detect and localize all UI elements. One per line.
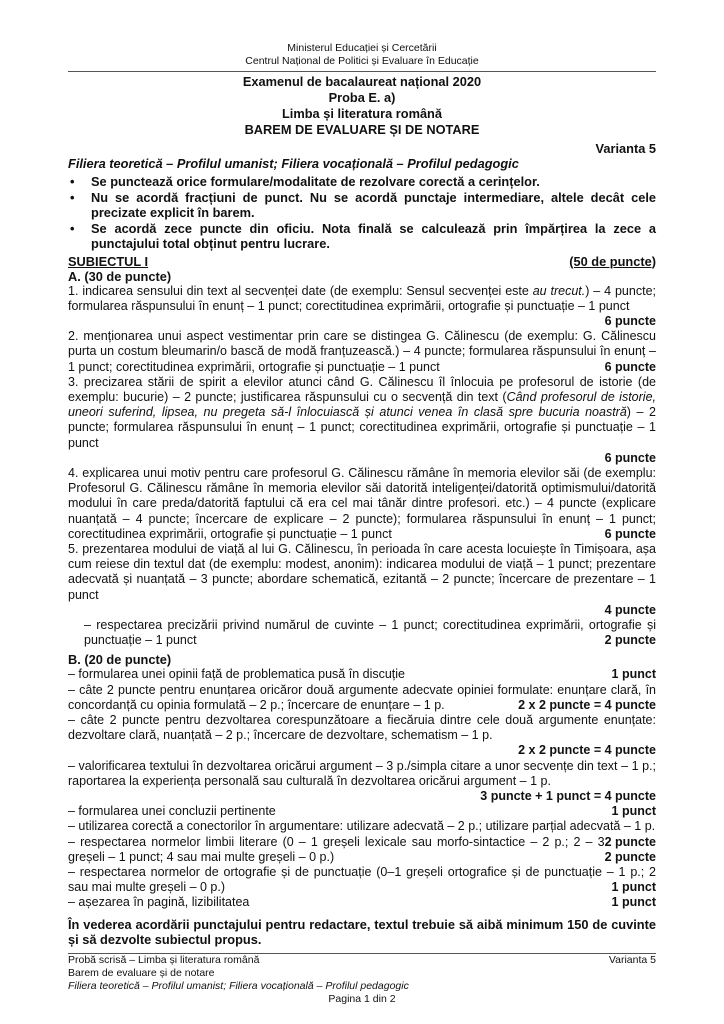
bullet-icon: • [70,220,75,236]
criterion-layout: – așezarea în pagină, lizibilitatea 1 punct [68,895,656,910]
footer-exam: Probă scrisă – Limba și literatura română [68,953,260,966]
subject-name: SUBIECTUL I [68,253,149,269]
header-divider [68,71,656,72]
page-number: Pagina 1 din 2 [328,992,396,1005]
ministry-header: Ministerul Educației și Cercetării [287,42,437,54]
criterion-text-use: – valorificarea textului în dezvoltarea oricărui argument – 3 p./simpla citare a unor secvențe din text – 1 p.; raportarea la experiența personală sau culturală în dezvoltarea oricărui argument – 1 p. [68,758,656,788]
rule-item: • Se punctează orice formulare/modalitate de rezolvare corectă a cerințelor. [70,174,540,189]
subject-title: Limba și literatura română [281,106,442,121]
center-header: Centrul Național de Politici și Evaluare în Educație [245,55,479,67]
item-1-points: 6 puncte [604,313,656,328]
section-a-title: A. (30 de puncte) [68,268,172,284]
criterion-text-use-points: 3 puncte + 1 punct = 4 puncte [480,789,656,803]
item-2: 2. menționarea unui aspect vestimentar prin care se distingea G. Călinescu (de exemplu: G. Călinescu purta un costum bleumarin/o bască de modă franțuzească.) – 4 puncte; formularea răspunsului în enunț – 1 punct; corectitudinea exprimării, ortografie și punctuație – 1 punct 6 puncte [68,329,656,374]
section-b-title: B. (20 de puncte) [68,652,172,668]
footer-variant: Varianta 5 [608,953,656,966]
proba-title: Proba E. a) [328,90,396,105]
rule-item: • Se acordă zece puncte din oficiu. Nota finală se calculează prin împărțirea la zece a punctajului total obținut pentru lucrare. [70,220,656,251]
rule-item: • Nu se acordă fracțiuni de punct. Nu se acordă punctaje intermediare, altele decât cele precizate explicit în barem. [70,189,656,220]
item-5b: – respectarea precizării privind numărul de cuvinte – 1 punct; corectitudinea exprimării, ortografie și punctuație – 1 punct 2 puncte [84,617,656,648]
criterion-arguments: – câte 2 puncte pentru enunțarea oricăror două argumente adecvate opiniei formulate: enunțare clară, în concordanță cu opinia formulată – 2 p.; încercare de enunțare – 1 p. 2 x 2 puncte = 4 puncte [68,682,656,712]
subject-points: (50 de puncte) [569,253,656,269]
document-page [68,0,656,1006]
subject-heading [68,254,656,269]
criterion-opinion: – formularea unei opinii față de problematica pusă în discuție 1 punct [68,667,656,682]
variant-label: Varianta 5 [595,141,656,156]
footer-filiera: Filiera teoretică – Profilul umanist; Filiera vocațională – Profilul pedagogic [68,979,409,992]
bullet-icon: • [70,174,75,189]
final-note: În vederea acordării punctajului pentru redactare, textul trebuie să aibă minimum 150 de cuvinte și să dezvolte subiectul propus. [68,916,656,948]
criterion-connectors: – utilizarea corectă a conectorilor în argumentare: utilizare adecvată – 2 p.; utilizare parțial adecvată – 1 p. 2 puncte [68,819,656,849]
criterion-orthography: – respectarea normelor de ortografie și de punctuație (0–1 greșeli ortografice și de punctuație – 1 p.; 2 sau mai multe greșeli – 0 p.) 1 punct [68,865,656,895]
criterion-language-norms: – respectarea normelor limbii literare (0 – 1 greșeli lexicale sau morfo-sintactice – 2 p.; 2 – 3 greșeli – 1 punct; 4 sau mai multe greșeli – 0 p.) 2 puncte [68,834,656,864]
footer-barem: Barem de evaluare și de notare [68,966,215,979]
bullet-icon: • [70,189,75,205]
filiera-line: Filiera teoretică – Profilul umanist; Filiera vocațională – Profilul pedagogic [68,156,519,171]
exam-title: Examenul de bacalaureat național 2020 [242,74,482,89]
item-4: 4. explicarea unui motiv pentru care profesorul G. Călinescu rămâne în memoria elevilor săi (de exemplu: Profesorul G. Călinescu rămâne în memoria elevilor săi datorită inteligenței/datorită optimismului/datorită modului în care preda/datorită faptului că era cel mai tânăr dintre profesori. etc.) – 4 puncte (explicare nuanțată – 4 puncte; încercare de explicare – 2 puncte); formularea răspunsului în enunț – 1 punct; corectitudinea exprimării, ortografie și punctuație – 1 punct 6 puncte [68,465,656,541]
criterion-conclusion: – formularea unei concluzii pertinente 1 punct [68,804,656,819]
general-rules [68,174,656,252]
criterion-development: – câte 2 puncte pentru dezvoltarea corespunzătoare a fiecăruia dintre cele două argumente enunțate: dezvoltare clară, nuanțată – 2 p.; încercare de dezvoltare, schematism – 1 p. [68,712,656,743]
item-5-points: 4 puncte [604,602,656,617]
item-5: 5. prezentarea modului de viață al lui G. Călinescu, în perioada în care acesta locuiește în Timișoara, așa cum reiese din textul dat (de exemplu: modest, anonim): indicarea modului de viață – 1 punct; prezentare adecvată și nuanțată – 3 puncte; abordare schematică, ezitantă – 2 puncte; încercare de prezentare – 1 punct [68,541,656,602]
criterion-development-points: 2 x 2 puncte = 4 puncte [518,743,656,758]
item-3: 3. precizarea stării de spirit a elevilor atunci când G. Călinescu îl înlocuia pe profesorul de istorie (de exemplu: bucurie) – 2 puncte; justificarea răspunsului cu o secvență din text (Când profesorul de istorie, uneori suferind, lipsea, nu pregeta să-l înlocuiască și atunci venea în clasă spre bucuria noastră) – 2 puncte; formularea răspunsului în enunț – 1 punct; corectitudinea exprimării, ortografie și punctuație – 1 punct [68,374,656,450]
barem-title: BAREM DE EVALUARE ȘI DE NOTARE [244,122,480,137]
item-3-points: 6 puncte [604,450,656,465]
item-1: 1. indicarea sensului din text al secvenței date (de exemplu: Sensul secvenței este au trecut.) – 4 puncte; formularea răspunsului în enunț – 1 punct; corectitudinea exprimării, ortografie și punctuație – 1 punct [68,283,656,313]
footer [68,954,656,1006]
